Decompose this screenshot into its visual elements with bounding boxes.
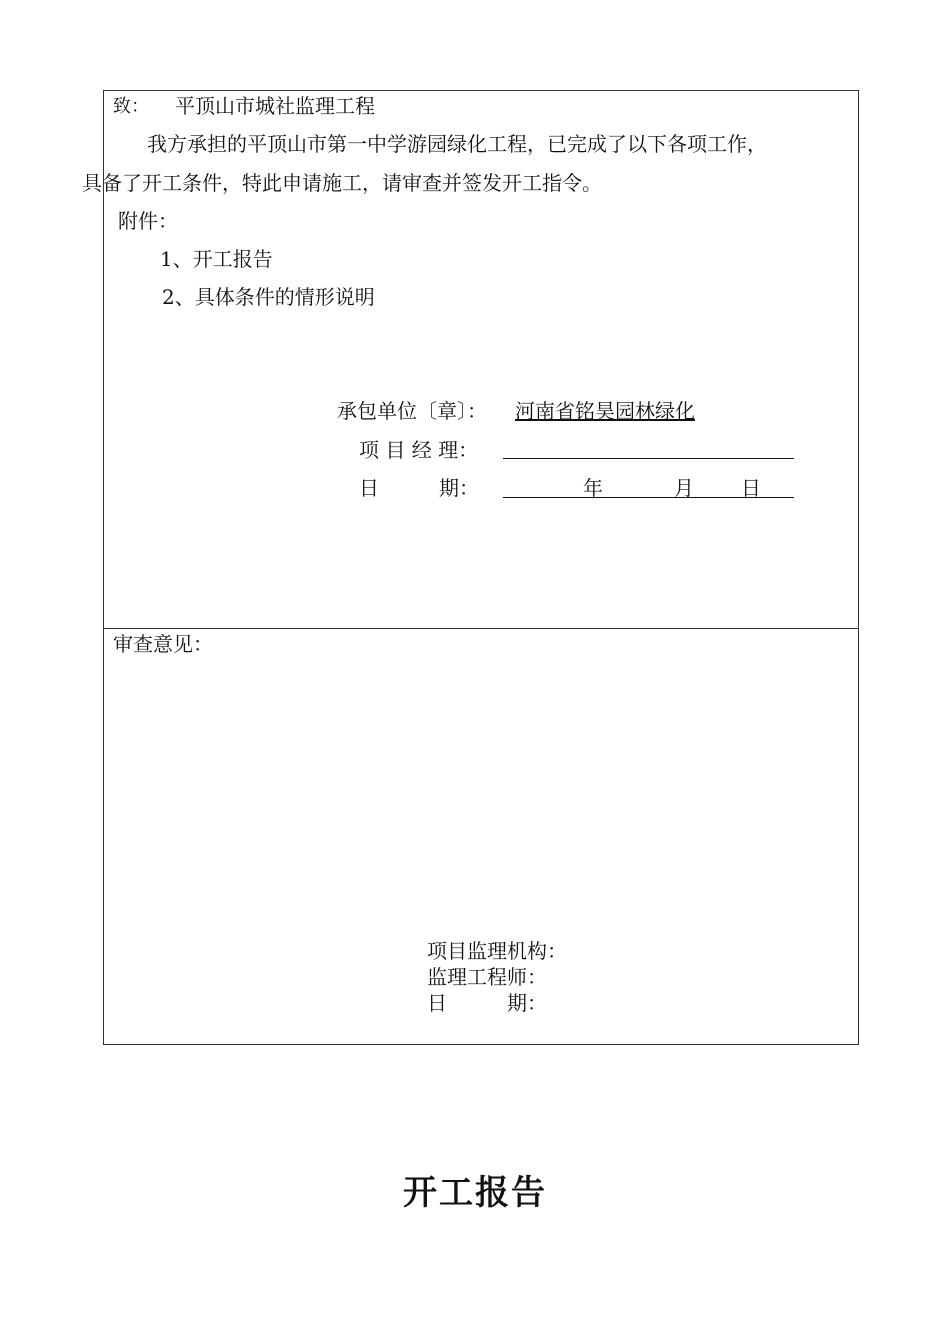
attachment-2: 2、具体条件的情形说明 <box>162 285 375 309</box>
manager-signature-line <box>503 458 794 459</box>
date-label: 日 期： <box>359 476 479 500</box>
manager-label: 项 目 经 理： <box>359 438 479 462</box>
attachment-1: 1、开工报告 <box>160 247 273 271</box>
day-label: 日 <box>741 476 761 500</box>
to-label: 致： <box>113 96 149 117</box>
review-date-label: 日 期： <box>427 991 547 1015</box>
month-label: 月 <box>674 476 694 500</box>
supervision-engineer-label: 监理工程师： <box>427 965 547 989</box>
to-party: 平顶山市城社监理工程 <box>175 94 375 118</box>
review-opinion-label: 审查意见： <box>113 632 213 656</box>
contractor-label: 承包单位〔章〕： <box>337 399 487 423</box>
year-label: 年 <box>583 476 603 500</box>
body-line-2: 具备了开工条件，特此申请施工，请审查并签发开工指令。 <box>82 171 602 195</box>
report-title: 开工报告 <box>403 1173 547 1213</box>
body-line-1: 我方承担的平顶山市第一中学游园绿化工程，已完成了以下各项工作， <box>147 132 767 156</box>
contractor-name: 河南省铭昊园林绿化 <box>515 399 695 423</box>
supervision-org-label: 项目监理机构： <box>427 939 567 963</box>
attachments-label: 附件： <box>118 209 178 233</box>
